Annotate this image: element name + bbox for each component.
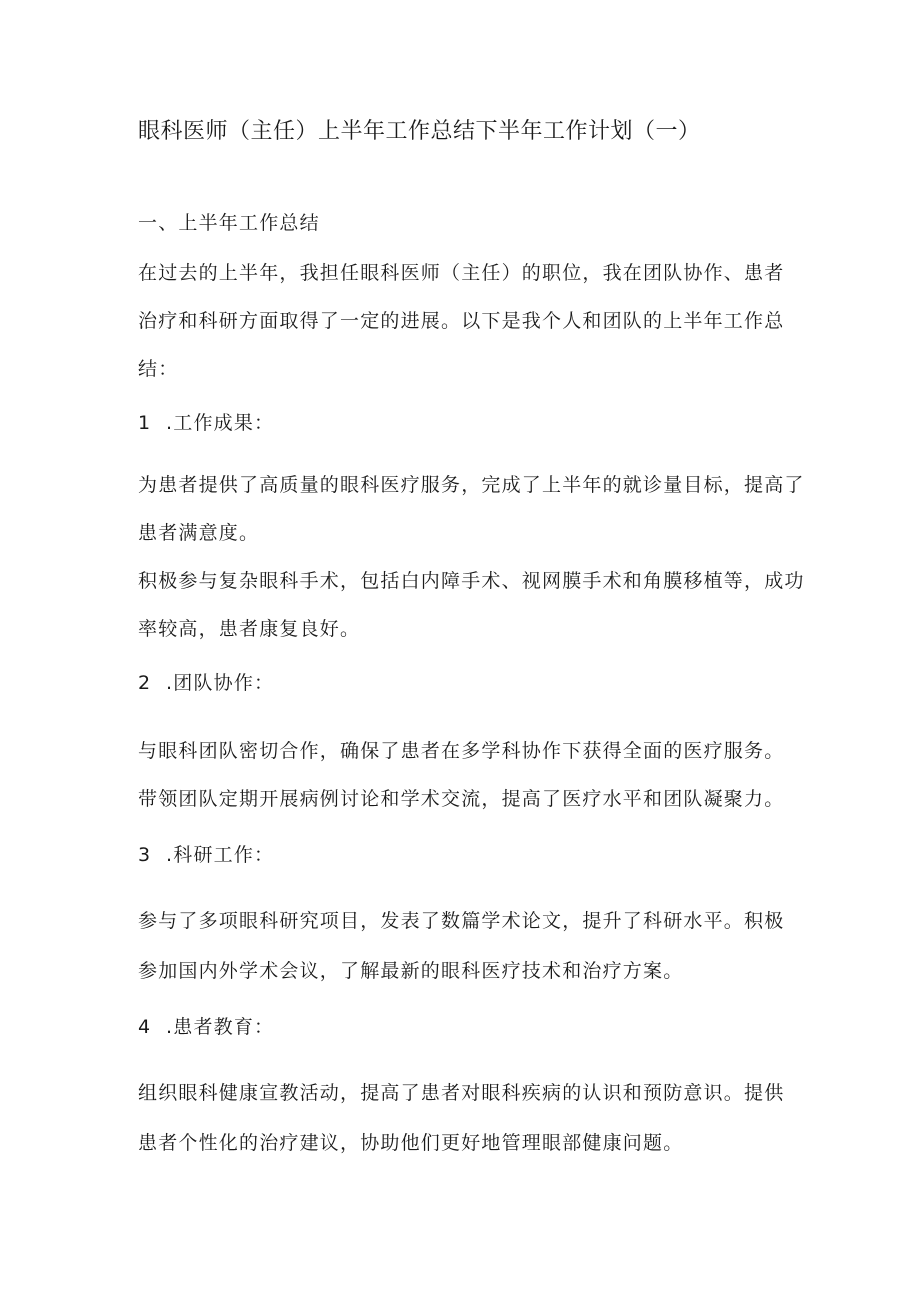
item-1-line-3: 积极参与复杂眼科手术，包括白内障手术、视网膜手术和角膜移植等，成功 bbox=[138, 570, 805, 592]
intro-line-1: 在过去的上半年，我担任眼科医师（主任）的职位，我在团队协作、患者 bbox=[138, 262, 785, 284]
item-1-line-2: 患者满意度。 bbox=[138, 522, 260, 544]
intro-line-3: 结： bbox=[138, 358, 179, 380]
item-2-title: .团队协作： bbox=[166, 672, 275, 694]
item-4-line-1: 组织眼科健康宣教活动，提高了患者对眼科疾病的认识和预防意识。提供 bbox=[138, 1082, 785, 1104]
item-1-number: 1 bbox=[138, 412, 152, 434]
item-1-title: .工作成果： bbox=[166, 412, 275, 434]
document-title: 眼科医师（主任）上半年工作总结下半年工作计划（一） bbox=[138, 119, 701, 144]
item-2-heading bbox=[138, 668, 274, 695]
item-3-line-2: 参加国内外学术会议，了解最新的眼科医疗技术和治疗方案。 bbox=[138, 960, 684, 982]
item-4-heading bbox=[138, 1012, 274, 1039]
item-3-line-1: 参与了多项眼科研究项目，发表了数篇学术论文，提升了科研水平。积极 bbox=[138, 910, 785, 932]
item-2-number: 2 bbox=[138, 672, 152, 694]
item-2-line-2: 带领团队定期开展病例讨论和学术交流，提高了医疗水平和团队凝聚力。 bbox=[138, 788, 785, 810]
item-4-number: 4 bbox=[138, 1016, 152, 1038]
item-2-line-1: 与眼科团队密切合作，确保了患者在多学科协作下获得全面的医疗服务。 bbox=[138, 740, 785, 762]
item-3-number: 3 bbox=[138, 844, 152, 866]
item-1-heading bbox=[138, 408, 274, 435]
item-3-heading bbox=[138, 840, 274, 867]
section-heading: 一、上半年工作总结 bbox=[138, 212, 320, 234]
intro-line-2: 治疗和科研方面取得了一定的进展。以下是我个人和团队的上半年工作总 bbox=[138, 310, 785, 332]
item-4-title: .患者教育： bbox=[166, 1016, 275, 1038]
item-4-line-2: 患者个性化的治疗建议，协助他们更好地管理眼部健康问题。 bbox=[138, 1132, 684, 1154]
item-1-line-1: 为患者提供了高质量的眼科医疗服务，完成了上半年的就诊量目标，提高了 bbox=[138, 474, 805, 496]
item-1-line-4: 率较高，患者康复良好。 bbox=[138, 618, 361, 640]
item-3-title: .科研工作： bbox=[166, 844, 275, 866]
